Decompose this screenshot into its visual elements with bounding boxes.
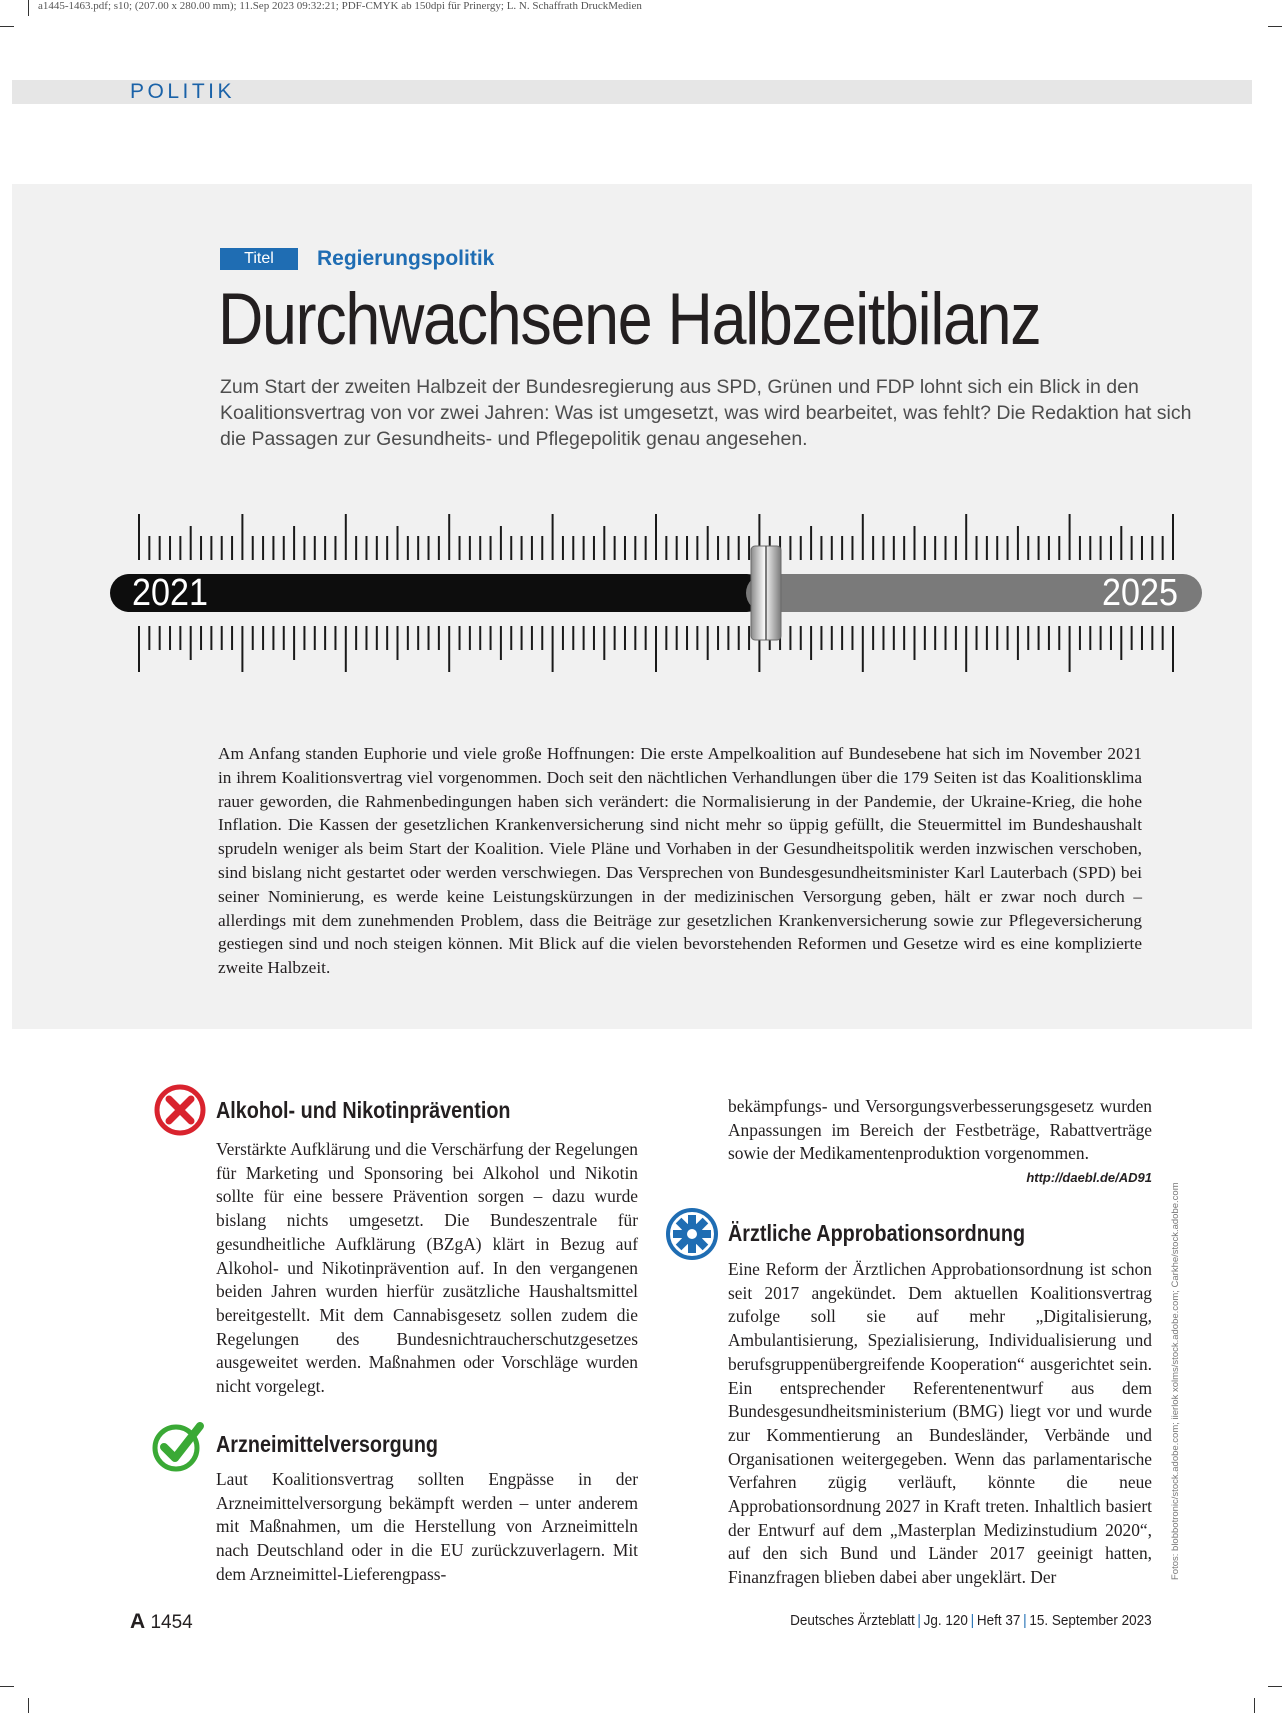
section-heading-alkohol: Alkohol- und Nikotinprävention [216,1097,511,1123]
footer-separator: | [1023,1612,1027,1629]
intro-paragraph: Am Anfang standen Euphorie und viele große Hoffnungen: Die erste Ampelkoalition auf Bundesebene hat sich im November 2021 in ihrem Koalitionsvertrag viel vorgenommen. Doch seit den nächtlichen Verhandlungen über die 179 Seiten ist das Koalitionsklima rauer geworden, die Rahmenbedingungen haben sich verändert: die Normalisierung in der Pandemie, der Ukraine-Krieg, die hohe Inflation. Die Kassen der gesetzlichen Krankenversicherung sind nicht mehr so üppig gefüllt, die Steuermittel im Bundeshaushalt sprudeln weniger als beim Start der Koalition. Viele Pläne und Vorhaben in der Gesundheitspolitik werden inzwischen verschoben, sind bislang nicht gestartet oder werden verschwiegen. Das Versprechen von Bundesgesundheitsminister Karl Lauterbach (SPD) bei seiner Nominierung, es werde keine Leistungskürzungen in der medizinischen Versorgung geben, hält er zwar noch durch – allerdings mit dem zunehmenden Problem, dass die Beiträge zur gesetzlichen Krankenversicherung sowie zur Pflegeversicherung gestiegen sind und noch steigen können. Mit Blick auf die vielen bevorstehenden Reformen und Gesetze wird es eine komplizierte zweite Halbzeit. [218,744,1142,978]
headline: Durchwachsene Halbzeitbilanz [218,279,1041,360]
crop-mark-top-left-v [28,0,29,16]
section-body-alkohol: Verstärkte Aufklärung und die Verschärfung der Regelungen für Marketing und Sponsoring bei Alkohol und Nikotin sollte für eine bessere Prävention sorgen – dazu wurde bislang nichts umgesetzt. Die Bundeszentrale für gesundheitliche Aufklärung (BZgA) klärt in Bezug auf Alkohol- und Nikotinprävention auf. In den vergangenen beiden Jahren wurden hierfür zusätzliche Haushaltsmittel bereitgestellt. Mit dem Cannabisgesetz sollen zudem die Regelungen des Bundesnichtraucherschutzgesetzes ausgeweitet werden. Maßnahmen oder Vorschläge wurden nicht vorgelegt. [216,1139,638,1397]
journal-volume: Jg. 120 [923,1612,969,1629]
journal-date: 15. September 2023 [1029,1612,1152,1629]
section-body-arzneimittel: Laut Koalitionsvertrag sollten Engpässe in der Arzneimittelversorgung bekämpft werden – unter anderem mit Maßnahmen, um die Herstellung von Arzneimitteln nach Deutschland oder in die EU zurückzuverlagern. Mit dem Arzneimittel-Lieferengpass- [216,1469,638,1584]
gear-in-progress-icon [664,1206,720,1262]
print-slug: a1445-1463.pdf; s10; (207.00 x 280.00 mm); 11.Sep 2023 09:32:21; PDF-CMYK ab 150dpi für Prinergy; L. N. Schaffrath DruckMedien [38,0,642,12]
crop-mark-top-right-h [1268,26,1282,27]
timeline-ruler [0,490,1282,710]
footer-separator: | [970,1612,975,1629]
page-number [130,1610,193,1634]
timeline-start-year: 2021 [132,572,208,614]
page-number-value: 1454 [150,1612,193,1633]
crop-mark-top-left-h [0,26,14,27]
crop-mark-bottom-right-v [1254,1698,1255,1713]
ruler-ticks-bottom [139,626,1173,672]
category-badge: Titel [220,248,298,270]
crop-mark-bottom-right-h [1268,1686,1282,1687]
footer-separator: | [917,1612,922,1629]
green-check-icon [150,1418,206,1474]
journal-footer [791,1612,1152,1629]
timeline-bar-elapsed [110,574,766,612]
section-heading-approbation: Ärztliche Approbationsordnung [728,1220,1026,1246]
crop-mark-bottom-left-v [28,1698,29,1713]
page-prefix: A [130,1610,146,1633]
lead-paragraph: Zum Start der zweiten Halbzeit der Bundesregierung aus SPD, Grünen und FDP lohnt sich ein Blick in den Koalitionsvertrag von vor zwei Jahren: Was ist umgesetzt, was wird bearbeitet, was fehlt? Die Redaktion hat sich die Passagen zur Gesundheits- und Pflegepolitik genau angesehen. [220,376,1192,450]
continuation-text: bekämpfungs- und Versorgungsverbesserungsgesetz wurden Anpassungen im Bereich der Festbeträge, Rabattverträge sowie der Medikamentenproduktion vorgenommen. [728,1096,1152,1164]
crop-mark-bottom-left-h [0,1686,14,1687]
timeline-end-year: 2025 [1102,572,1178,614]
kicker: Regierungspolitik [317,247,495,270]
section-label: POLITIK [130,80,236,103]
ruler-ticks-top [139,514,1173,560]
photo-credit: Fotos: blobbotronic/stock.adobe.com; iierlok xolms/stock.adobe.com; Carkhe/stock.adobe.com [1170,1182,1181,1580]
journal-issue: Heft 37 [977,1612,1021,1629]
section-heading-arzneimittel: Arzneimittelversorgung [216,1431,439,1457]
journal-name: Deutsches Ärzteblatt [790,1612,916,1629]
article-link[interactable]: http://daebl.de/AD91 [1026,1170,1152,1186]
section-body-arzneimittel-continued [728,1095,1152,1190]
section-body-approbation: Eine Reform der Ärztlichen Approbationsordnung ist schon seit 2017 angekündet. Dem aktuellen Koalitionsvertrag zufolge soll sie auf mehr „Digitalisierung, Ambulantisierung, Spezialisierung, Individualisierung und berufsgruppenübergreifende Kooperation“ ausgerichtet sein. Ein entsprechender Referentenentwurf aus dem Bundesgesundheitsministerium (BMG) liegt vor und wurde zur Kommentierung an Bundesländer, Verbände und Organisationen weitergegeben. Wenn das parlamentarische Verfahren zügig verläuft, könnte die neue Approbationsordnung 2027 in Kraft treten. Inhaltlich basiert der Entwurf auf dem „Masterplan Medizinstudium 2020“, auf den sich Bund und Länder 2017 geeinigt hatten, Finanzfragen blieben dabei aber ungeklärt. Der [728,1259,1152,1588]
red-x-icon [152,1082,208,1138]
